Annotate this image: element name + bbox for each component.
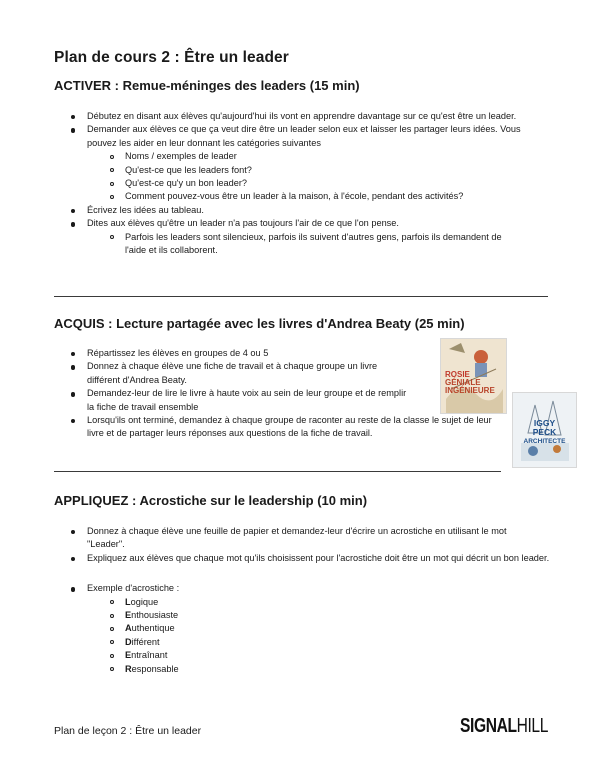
acrostic-item: [87, 649, 524, 662]
logo-part: HILL: [516, 715, 548, 737]
list-item: Demandez-leur de lire le livre à haute voix au sein de leur groupe et de remplir la fiche de travail ensemble: [54, 387, 407, 414]
book-title-line: PECK: [532, 427, 557, 437]
acrostic-item: [87, 609, 524, 622]
acrostic-rest: ntraînant: [131, 650, 168, 661]
acrostic-list: [87, 596, 524, 676]
acrostic-item: [87, 636, 524, 649]
section-activer: [54, 78, 554, 257]
sublist-item: Qu'est-ce que les leaders font?: [87, 164, 547, 177]
section-acquis-heading: ACQUIS : Lecture partagée avec les livres d'Andrea Beaty (25 min): [54, 316, 465, 331]
sublist-item: Noms / exemples de leader: [87, 150, 547, 163]
acrostic-item: [87, 663, 524, 676]
page-title: Plan de cours 2 : Être un leader: [54, 49, 289, 66]
footer-text: Plan de leçon 2 : Être un leader: [54, 725, 202, 737]
list-item: [54, 217, 537, 257]
acrostic-rest: ifférent: [131, 636, 160, 647]
acrostic-letter: L: [125, 596, 131, 607]
signalhill-logo: [460, 715, 548, 738]
list-item-text: Demander aux élèves ce que ça veut dire être un leader selon eux et laisser les partager leurs idées. Vous pouvez les aider en leur donnant les catégories suivantes: [87, 124, 521, 148]
acrostic-rest: uthentique: [131, 623, 175, 634]
book-title-line: IGGY: [533, 418, 556, 428]
book-title-line: ROSIE: [445, 370, 470, 379]
list-item: [54, 582, 524, 676]
list-item: [54, 123, 547, 203]
book-cover-rosie: [440, 338, 507, 414]
logo-part: SIGNAL: [460, 715, 517, 737]
sublist-item: Qu'est-ce qu'y un bon leader?: [87, 177, 547, 190]
acrostic-rest: nthousiaste: [131, 610, 179, 621]
acrostic-letter: E: [125, 610, 132, 621]
section-appliquez-list: [54, 525, 550, 676]
list-item-text: Dites aux élèves qu'être un leader n'a pas toujours l'air de ce que l'on pense.: [87, 218, 399, 229]
acrostic-letter: R: [125, 663, 132, 674]
sublist: [87, 150, 547, 204]
sublist-item: Comment pouvez-vous être un leader à la maison, à l'école, pendant des activités?: [87, 190, 547, 203]
sublist-item: Parfois les leaders sont silencieux, parfois ils suivent d'autres gens, parfois ils demandent de l'aide et ils collaborent.: [87, 231, 507, 258]
list-item: Débutez en disant aux élèves qu'aujourd'hui ils vont en apprendre davantage sur ce qu'est être un leader.: [54, 110, 542, 123]
book-title-line: INGÉNIEURE: [445, 386, 495, 395]
book-cover-iggy: [512, 392, 577, 468]
acrostic-letter: A: [125, 623, 132, 634]
acrostic-item: [87, 596, 524, 609]
section-appliquez-heading: APPLIQUEZ : Acrostiche sur le leadership (10 min): [54, 493, 368, 508]
acrostic-item: [87, 622, 524, 635]
section-appliquez: [54, 493, 554, 676]
list-item-text: Exemple d'acrostiche :: [87, 583, 180, 594]
sublist: [87, 231, 507, 258]
acrostic-letter: E: [125, 650, 132, 661]
book-title-line: GÉNIALE: [445, 378, 481, 387]
section-activer-list: [54, 110, 554, 257]
list-item: Lorsqu'ils ont terminé, demandez à chaque groupe de raconter au reste de la classe le sujet de leur livre et de partager leurs réponses aux questions de la fiche de travail.: [54, 414, 497, 441]
section-activer-heading: ACTIVER : Remue-méninges des leaders (15 min): [54, 78, 360, 93]
divider: [54, 296, 548, 297]
list-item: Donnez à chaque élève une fiche de travail et à chaque groupe un livre différent d'Andrea Beaty.: [54, 360, 407, 387]
book-title-line: ARCHITECTE: [523, 438, 566, 445]
acrostic-rest: ogique: [130, 596, 159, 607]
list-item: Donnez à chaque élève une feuille de papier et demandez-leur d'écrire un acrostiche en utilisant le mot "Leader".: [54, 525, 524, 552]
acrostic-letter: D: [125, 636, 132, 647]
acrostic-rest: esponsable: [131, 663, 179, 674]
list-item: Écrivez les idées au tableau.: [54, 204, 554, 217]
list-item: Répartissez les élèves en groupes de 4 ou 5: [54, 347, 439, 360]
divider: [54, 471, 501, 472]
list-item: Expliquez aux élèves que chaque mot qu'ils choisissent pour l'acrostiche doit être un mot qui décrit un bon leader.: [54, 552, 567, 565]
